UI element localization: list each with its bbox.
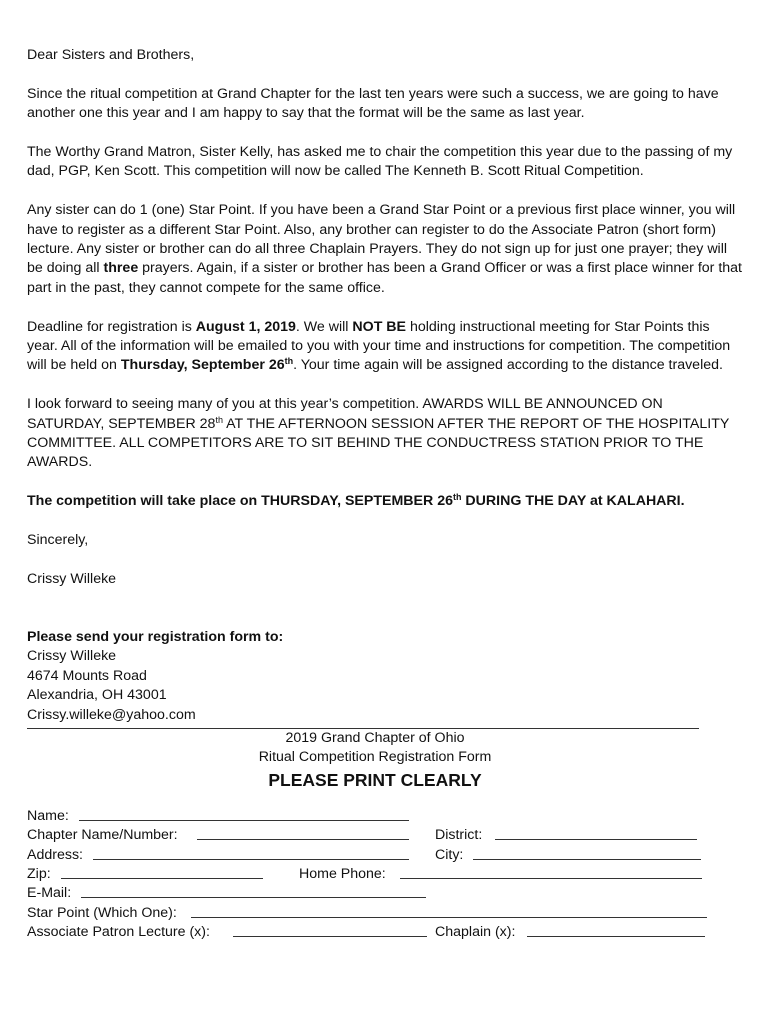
chapter-label: Chapter Name/Number: <box>27 827 178 844</box>
home-phone-field[interactable] <box>400 865 702 879</box>
chaplain-field[interactable] <box>527 923 705 937</box>
address-label: Address: <box>27 846 83 863</box>
send-heading: Please send your registration form to: <box>27 629 284 646</box>
closing: Sincerely, <box>27 532 89 549</box>
address-field[interactable] <box>93 846 409 860</box>
zip-field[interactable] <box>61 865 263 879</box>
city-label: City: <box>435 846 464 863</box>
form-title-name: Ritual Competition Registration Form <box>258 749 492 766</box>
competition-date-notice: The competition will take place on THURSDAY, SEPTEMBER 26th DURING THE DAY at KALAHARI. <box>27 492 685 510</box>
chaplain-label: Chaplain (x): <box>435 924 516 941</box>
salutation: Dear Sisters and Brothers, <box>27 47 195 63</box>
row-star-point <box>27 904 743 923</box>
row-lecture-chaplain <box>27 923 743 942</box>
zip-label: Zip: <box>27 866 51 883</box>
paragraph-awards: I look forward to seeing many of you at this year’s competition. AWARDS WILL BE ANNOUNCED ON SATURDAY, SEPTEMBER 28th AT THE AFTERNOON SESSION AFTER THE REPORT OF THE HOSPITALITY COMMITTEE. ALL COMPETITORS ARE TO SIT BEHIND THE CONDUCTRESS STATION PRIOR TO THE AWARDS. <box>27 396 730 471</box>
star-point-field[interactable] <box>191 904 707 918</box>
address-street: 4674 Mounts Road <box>27 667 147 684</box>
form-title-org: 2019 Grand Chapter of Ohio <box>285 730 465 747</box>
city-field[interactable] <box>473 846 701 860</box>
signature: Crissy Willeke <box>27 570 117 587</box>
name-label: Name: <box>27 807 69 824</box>
chapter-field[interactable] <box>197 826 409 840</box>
home-phone-label: Home Phone: <box>299 866 386 883</box>
letter-page <box>27 46 743 943</box>
email-label: E-Mail: <box>27 885 72 902</box>
address-city: Alexandria, OH 43001 <box>27 687 167 704</box>
paragraph-format: Since the ritual competition at Grand Chapter for the last ten years were such a success, we are going to have another one this year and I am happy to say that the format will be the same as last year. <box>27 85 719 122</box>
associate-patron-label: Associate Patron Lecture (x): <box>27 924 210 941</box>
address-name: Crissy Willeke <box>27 648 117 665</box>
row-address <box>27 846 743 865</box>
address-email: Crissy.willeke@yahoo.com <box>27 706 196 723</box>
paragraph-chair: The Worthy Grand Matron, Sister Kelly, has asked me to chair the competition this year due to the passing of my dad, PGP, Ken Scott. This competition will now be called The Kenneth B. Scott Ritual Competition. <box>27 144 733 180</box>
district-field[interactable] <box>495 826 697 840</box>
row-name <box>27 807 743 826</box>
paragraph-deadline: Deadline for registration is August 1, 2019. We will NOT BE holding instructional meeting for Star Points this year. All of the information will be emailed to you with your time and instructions for competition. The competition will be held on Thursday, September 26th. Your time again will be assigned according to the distance traveled. <box>27 318 731 374</box>
row-zip <box>27 865 743 884</box>
email-field[interactable] <box>81 884 426 898</box>
form-title-instruction: PLEASE PRINT CLEARLY <box>268 769 482 790</box>
star-point-label: Star Point (Which One): <box>27 904 177 921</box>
district-label: District: <box>435 827 483 844</box>
row-chapter <box>27 826 743 845</box>
associate-patron-field[interactable] <box>233 923 427 937</box>
row-email <box>27 884 743 903</box>
paragraph-eligibility: Any sister can do 1 (one) Star Point. If you have been a Grand Star Point or a previous first place winner, you will have to register as a different Star Point. Also, any brother can register to do the Associate Patron (short form) lecture. Any sister or brother can do all three Chaplain Prayers. They do not sign up for just one prayer; they will be doing all three prayers. Again, if a sister or brother has been a Grand Officer or was a first place winner for that part in the past, they cannot compete for the same office. <box>27 202 742 296</box>
registration-form <box>27 807 743 943</box>
name-field[interactable] <box>79 807 409 821</box>
